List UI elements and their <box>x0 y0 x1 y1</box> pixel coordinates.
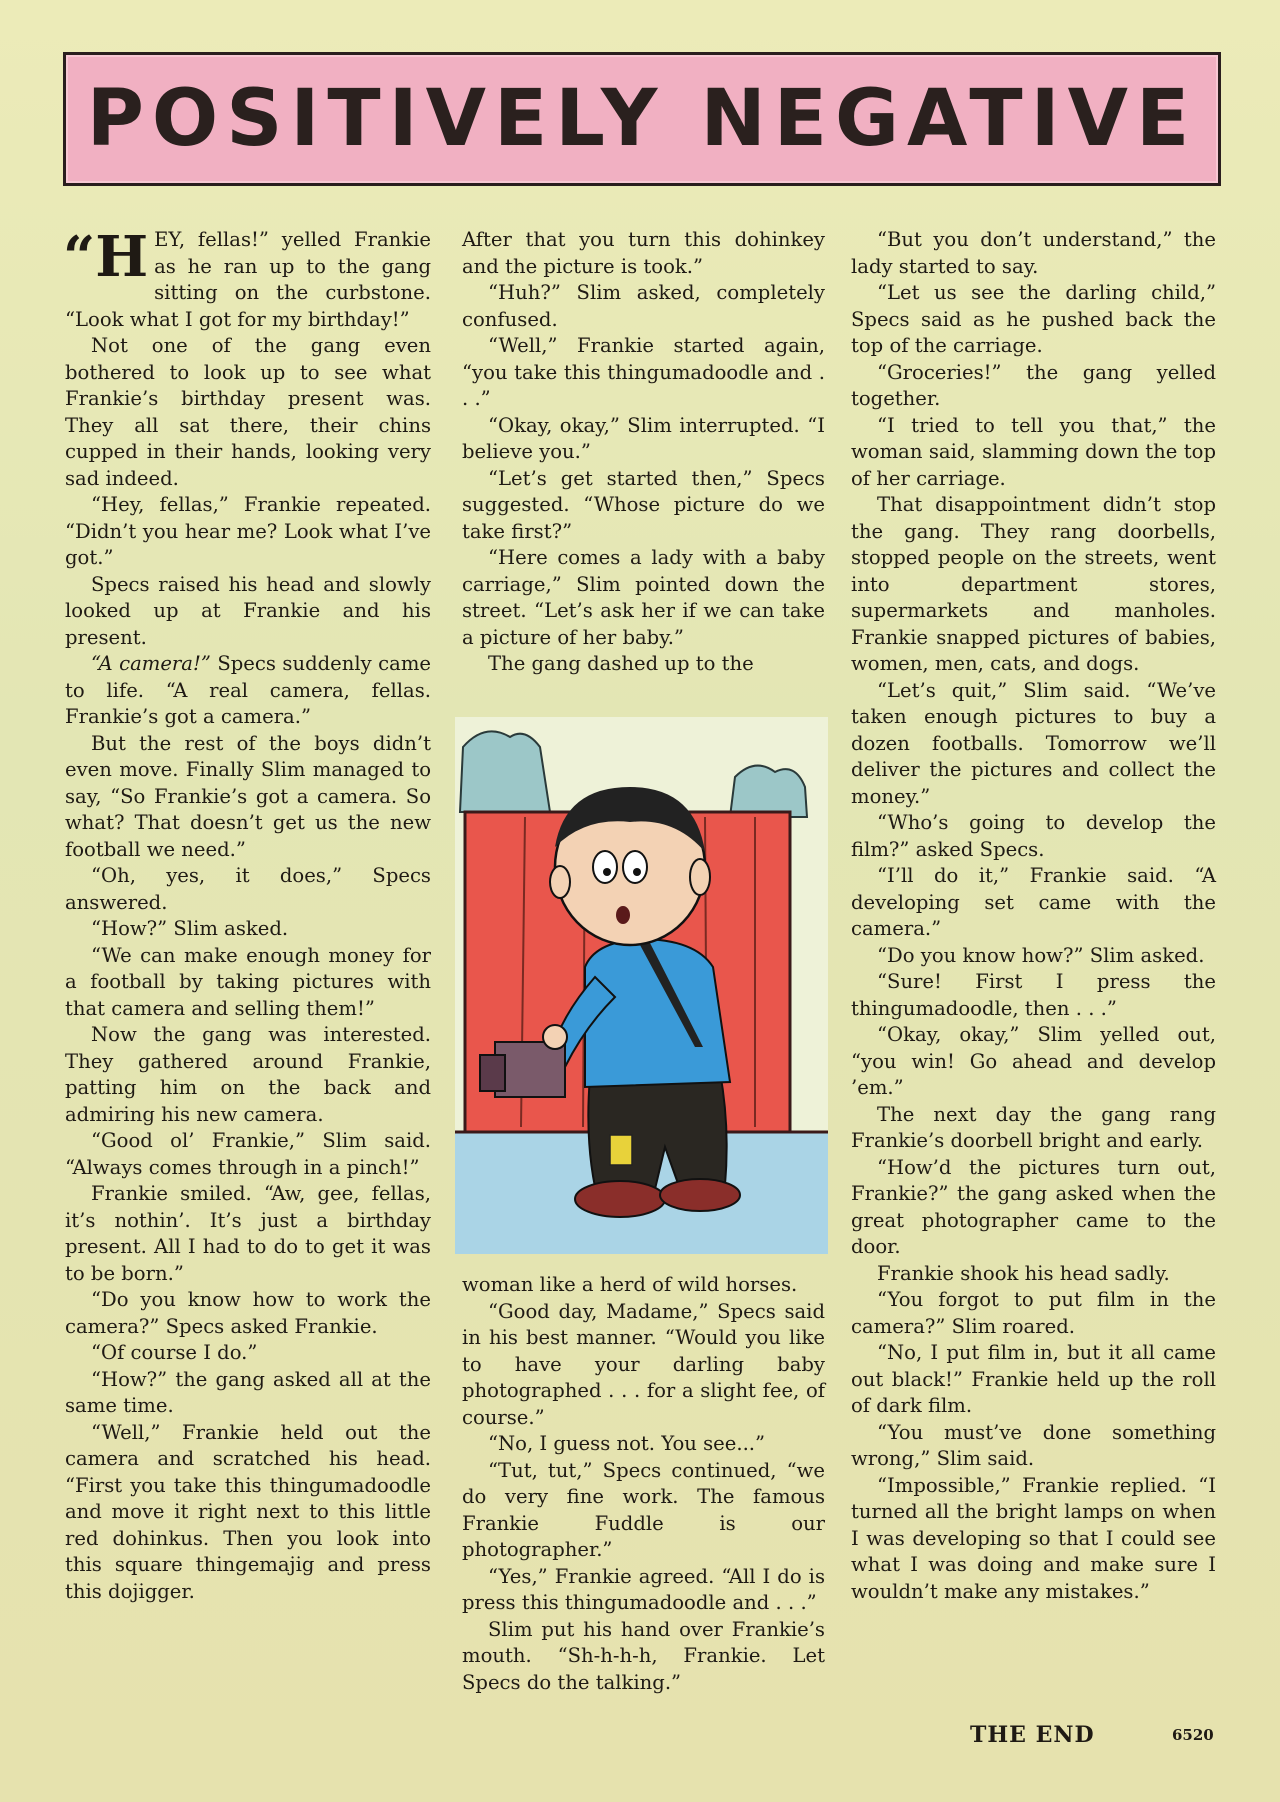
paragraph: “Impossible,” Frankie replied. “I turned all the bright lamps on when I was developing so that I could see what I was doing and make sure I wouldn’t make any mistakes.” <box>851 1473 1216 1603</box>
paragraph: woman like a herd of wild horses. <box>462 1273 798 1296</box>
page-code: 6520 <box>1172 1726 1214 1744</box>
paragraph <box>65 651 431 731</box>
paragraph: “No, I put film in, but it all came out black!” Frankie held up the roll of dark film. <box>851 1341 1216 1417</box>
paragraph: “Let’s get started then,” Specs suggested. “Whose picture do we take first?” <box>462 466 825 543</box>
paragraph: But the rest of the boys didn’t even move. Finally Slim managed to say, “So Frankie’s got a camera. So what? That doesn’t get us the new football we need.” <box>65 731 431 861</box>
paragraph: “Here comes a lady with a baby carriage,” Slim pointed down the street. “Let’s ask her if we can take a picture of her baby.” <box>462 546 825 649</box>
paragraph: That disappointment didn’t stop the gang. They rang doorbells, stopped people on the streets, went into department stores, supermarkets and manholes. Frankie snapped pictures of babies, women, men, cats, and dogs. <box>851 493 1216 675</box>
paragraph: “Let’s quit,” Slim said. “We’ve taken enough pictures to buy a dozen footballs. Tomorrow we’ll deliver the pictures and collect the money.” <box>851 678 1216 808</box>
paragraph: “Do you know how to work the camera?” Specs asked Frankie. <box>65 1288 431 1338</box>
paragraph: “Huh?” Slim asked, completely confused. <box>462 281 825 331</box>
paragraph: “Okay, okay,” Slim interrupted. “I believe you.” <box>462 413 825 463</box>
column-2-bottom <box>462 1272 825 1696</box>
paragraph: “Okay, okay,” Slim yelled out, “you win! Go ahead and develop ’em.” <box>851 1023 1216 1099</box>
camera-text: Specs suddenly came to life. “A real camera, fellas. Frankie’s got a camera.” <box>65 652 431 728</box>
paragraph: Frankie smiled. “Aw, gee, fellas, it’s nothin’. It’s just a birthday present. All I had to do to get it was to be born.” <box>65 1182 431 1285</box>
paragraph: “How?” the gang asked all at the same time. <box>65 1367 431 1417</box>
paragraph: “Yes,” Frankie agreed. “All I do is press this thingumadoodle and . . .” <box>462 1564 825 1614</box>
paragraph: “But you don’t understand,” the lady started to say. <box>851 228 1216 278</box>
paragraph: “Hey, fellas,” Frankie repeated. “Didn’t you hear me? Look what I’ve got.” <box>65 493 431 569</box>
paragraph: Now the gang was interested. They gathered around Frankie, patting him on the back and admiring his new camera. <box>65 1023 431 1126</box>
paragraph: Not one of the gang even bothered to look up to see what Frankie’s birthday present was. They all sat there, their chins cupped in their hands, looking very sad indeed. <box>65 334 431 490</box>
paragraph: “I’ll do it,” Frankie said. “A developing set came with the camera.” <box>851 864 1216 940</box>
opening-paragraph <box>63 224 431 333</box>
column-1 <box>63 224 431 1605</box>
the-end-label: THE END <box>970 1722 1095 1748</box>
paragraph: “We can make enough money for a football by taking pictures with that camera and selling them!” <box>65 943 431 1020</box>
story-title: POSITIVELY NEGATIVE <box>86 74 1198 164</box>
paragraph: “Do you know how?” Slim asked. <box>877 943 1205 967</box>
paragraph: The next day the gang rang Frankie’s doorbell bright and early. <box>851 1102 1216 1152</box>
paragraph: “I tried to tell you that,” the woman said, slamming down the top of her carriage. <box>851 413 1216 490</box>
camera-exclaim: “A camera!” <box>91 652 211 675</box>
column-3 <box>851 227 1216 1605</box>
paragraph: The gang dashed up to the <box>488 652 754 675</box>
paragraph: “Well,” Frankie held out the camera and scratched his head. “First you take this thingumadoodle and move it right next to this little red dohinkus. Then you look into this square thingemajig and press this dojigger. <box>65 1420 431 1603</box>
paragraph: “Let us see the darling child,” Specs said as he pushed back the top of the carriage. <box>851 281 1216 357</box>
frankie-illustration <box>455 717 828 1254</box>
paragraph: “Good day, Madame,” Specs said in his best manner. “Would you like to have your darling baby photographed . . . for a slight fee, of course.” <box>462 1299 825 1429</box>
paragraph: Slim put his hand over Frankie’s mouth. “Sh-h-h-h, Frankie. Let Specs do the talking.” <box>462 1617 825 1694</box>
paragraph: “How’d the pictures turn out, Frankie?” the gang asked when the great photographer came to the door. <box>851 1155 1216 1258</box>
drop-cap: “H <box>63 224 149 290</box>
paragraph: “Tut, tut,” Specs continued, “we do very fine work. The famous Frankie Fuddle is our photographer.” <box>462 1458 825 1561</box>
paragraph: “Who’s going to develop the film?” asked Specs. <box>851 811 1216 861</box>
paragraph: “Of course I do.” <box>91 1341 258 1364</box>
paragraph: Specs raised his head and slowly looked up at Frankie and his present. <box>65 572 431 649</box>
paragraph: “You forgot to put film in the camera?” Slim roared. <box>851 1288 1216 1338</box>
paragraph: “No, I guess not. You see...” <box>488 1432 766 1455</box>
paragraph: “Good ol’ Frankie,” Slim said. “Always comes through in a pinch!” <box>65 1129 431 1179</box>
paragraph: “Well,” Frankie started again, “you take this thingumadoodle and . . .” <box>462 334 825 410</box>
paragraph: Frankie shook his head sadly. <box>877 1261 1170 1285</box>
paragraph: “Sure! First I press the thingumadoodle, then . . .” <box>851 970 1216 1020</box>
opening-text: EY, fellas!” yelled Frankie as he ran up to the gang sitting on the curbstone. “Look what I got for my birthday!” <box>65 228 431 331</box>
paragraph: “You must’ve done something wrong,” Slim said. <box>851 1420 1216 1470</box>
paragraph: “Groceries!” the gang yelled together. <box>851 360 1216 410</box>
paragraph: “Oh, yes, it does,” Specs answered. <box>65 864 431 914</box>
paragraph: “How?” Slim asked. <box>91 917 289 940</box>
title-banner <box>63 52 1221 186</box>
paragraph: After that you turn this dohinkey and the picture is took.” <box>462 228 825 278</box>
column-2-top <box>462 227 825 678</box>
